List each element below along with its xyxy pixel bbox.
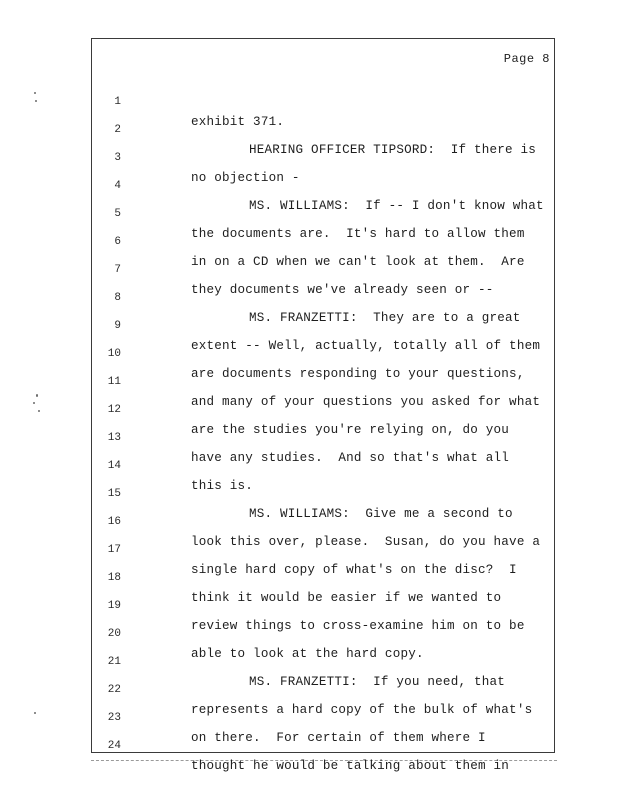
scan-speck xyxy=(36,394,38,397)
line-number: 21 xyxy=(107,656,121,668)
scan-speck xyxy=(35,100,37,102)
line-text: exhibit 371. xyxy=(191,115,285,129)
line-text: they documents we've already seen or -- xyxy=(191,283,494,297)
scan-speck xyxy=(34,712,36,714)
line-number: 9 xyxy=(114,320,121,332)
line-text: no objection - xyxy=(191,171,300,185)
line-number: 3 xyxy=(114,152,121,164)
line-number: 14 xyxy=(107,460,121,472)
line-number: 24 xyxy=(107,740,121,752)
line-text: thought he would be talking about them in xyxy=(191,759,510,773)
line-text: in on a CD when we can't look at them. Are xyxy=(191,255,525,269)
line-number: 17 xyxy=(107,544,121,556)
line-text: and many of your questions you asked for what xyxy=(191,395,541,409)
line-text: think it would be easier if we wanted to xyxy=(191,591,502,605)
line-number: 8 xyxy=(114,292,121,304)
line-number: 2 xyxy=(114,124,121,136)
line-number: 15 xyxy=(107,488,121,500)
line-text: are documents responding to your questions, xyxy=(191,367,525,381)
line-number: 22 xyxy=(107,684,121,696)
line-text: HEARING OFFICER TIPSORD: If there is xyxy=(249,143,537,157)
page-number: Page 8 xyxy=(503,52,550,66)
line-text: represents a hard copy of the bulk of what's xyxy=(191,703,533,717)
line-text: single hard copy of what's on the disc? I xyxy=(191,563,517,577)
line-number: 18 xyxy=(107,572,121,584)
line-text: able to look at the hard copy. xyxy=(191,647,424,661)
scan-speck xyxy=(34,92,36,94)
line-number: 4 xyxy=(114,180,121,192)
line-number: 7 xyxy=(114,264,121,276)
line-text: MS. FRANZETTI: They are to a great xyxy=(249,311,521,325)
scan-speck xyxy=(33,402,35,404)
line-number: 6 xyxy=(114,236,121,248)
line-number: 12 xyxy=(107,404,121,416)
line-text: MS. FRANZETTI: If you need, that xyxy=(249,675,505,689)
line-text: extent -- Well, actually, totally all of them xyxy=(191,339,541,353)
line-text: MS. WILLIAMS: If -- I don't know what xyxy=(249,199,544,213)
line-text: the documents are. It's hard to allow them xyxy=(191,227,525,241)
line-text: this is. xyxy=(191,479,254,493)
line-text: MS. WILLIAMS: Give me a second to xyxy=(249,507,513,521)
line-number: 20 xyxy=(107,628,121,640)
line-number: 13 xyxy=(107,432,121,444)
line-number: 16 xyxy=(107,516,121,528)
line-text: have any studies. And so that's what all xyxy=(191,451,510,465)
line-number: 1 xyxy=(114,96,121,108)
line-text: on there. For certain of them where I xyxy=(191,731,486,745)
line-number: 5 xyxy=(114,208,121,220)
line-number: 11 xyxy=(107,376,121,388)
line-number: 23 xyxy=(107,712,121,724)
transcript-line xyxy=(91,72,553,129)
scan-speck xyxy=(38,410,40,412)
line-text: look this over, please. Susan, do you have a xyxy=(191,535,541,549)
line-number: 10 xyxy=(107,348,121,360)
line-number: 19 xyxy=(107,600,121,612)
line-text: are the studies you're relying on, do you xyxy=(191,423,510,437)
line-text: review things to cross-examine him on to be xyxy=(191,619,525,633)
